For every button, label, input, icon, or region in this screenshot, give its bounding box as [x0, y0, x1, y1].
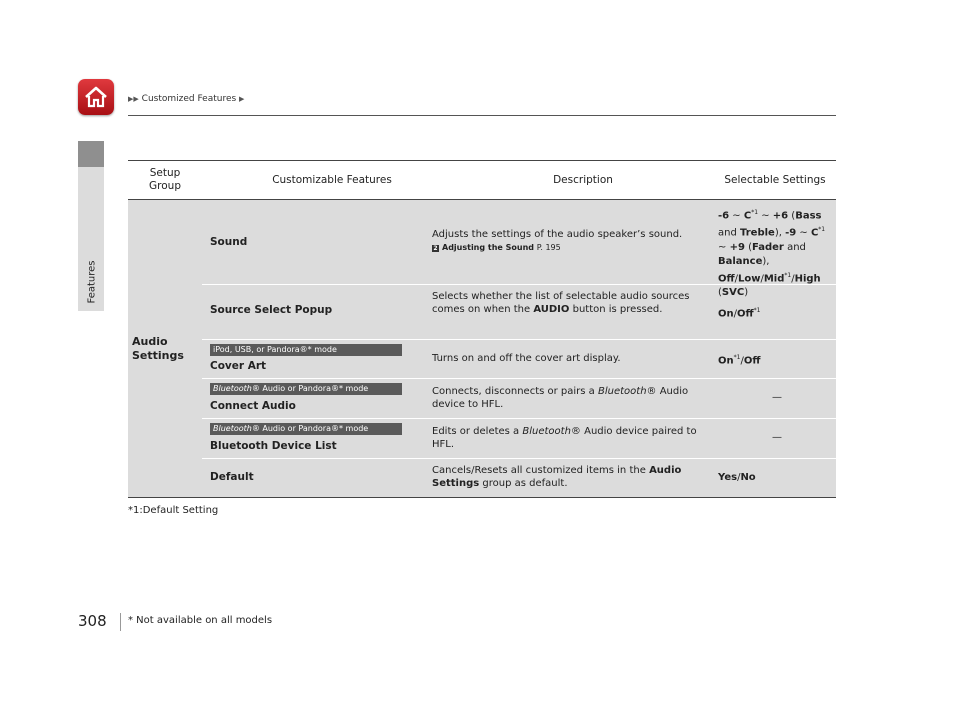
home-button[interactable] — [78, 79, 114, 115]
settings-default: Yes/No — [718, 472, 756, 483]
breadcrumb-label: Customized Features — [141, 94, 237, 104]
xref-arrow-icon: 2 — [433, 245, 438, 252]
table-row — [202, 339, 836, 379]
breadcrumb-arrow-icon: ▶▶ — [128, 95, 139, 103]
breadcrumb-arrow-icon: ▶ — [239, 95, 245, 103]
description-connect-audio: Connects, disconnects or pairs a Bluetooth® Audio device to HFL. — [432, 386, 689, 410]
feature-connect-audio: Connect Audio — [210, 400, 296, 412]
header-features: Customizable Features — [272, 173, 392, 186]
feature-bluetooth-device-list: Bluetooth Device List — [210, 440, 337, 452]
availability-note: * Not available on all models — [128, 615, 273, 626]
home-icon — [82, 83, 110, 111]
feature-sound: Sound — [210, 236, 248, 248]
xref-link[interactable]: 2 Adjusting the Sound P. 195 — [433, 243, 561, 252]
mode-tag: iPod, USB, or Pandora®* mode — [210, 344, 402, 356]
footnote: *1:Default Setting — [128, 505, 219, 516]
breadcrumb[interactable] — [128, 94, 244, 104]
header-setup-group: Setup Group — [149, 167, 181, 192]
table-body — [128, 200, 836, 498]
footer-divider — [120, 613, 121, 631]
feature-source-select-popup: Source Select Popup — [210, 304, 333, 316]
section-tab-marker — [78, 141, 104, 167]
description-source-select: Selects whether the list of selectable audio sources comes on when the AUDIO button is pressed. — [432, 291, 690, 315]
table-row — [202, 418, 836, 459]
header-description: Description — [553, 173, 613, 186]
settings-connect-audio: — — [772, 392, 782, 403]
header-settings: Selectable Settings — [724, 173, 826, 186]
table-row — [202, 200, 836, 298]
settings-cover-art: On$^{*1}$/Off — [718, 354, 761, 367]
page-number: 308 — [78, 612, 107, 630]
table-header — [128, 160, 836, 200]
mode-tag: Bluetooth® Audio or Pandora®* mode — [210, 383, 402, 395]
header-divider — [128, 115, 836, 116]
table-row — [202, 378, 836, 419]
description-bluetooth-device-list: Edits or deletes a Bluetooth® Audio device paired to HFL. — [432, 426, 697, 450]
description-cover-art: Turns on and off the cover art display. — [432, 353, 621, 364]
description-default: Cancels/Resets all customized items in the Audio Settings group as default. — [432, 465, 682, 489]
table-row — [202, 458, 836, 497]
feature-cover-art: Cover Art — [210, 360, 267, 372]
setup-group-cell: Audio Settings — [132, 334, 184, 362]
section-label: Features — [86, 260, 98, 304]
settings-table — [128, 160, 836, 498]
settings-source-select: On/Off$^{*1}$ — [718, 307, 761, 320]
feature-default: Default — [210, 471, 254, 483]
mode-tag: Bluetooth® Audio or Pandora®* mode — [210, 423, 402, 435]
settings-sound: -6 ~ $C^{*1}$ ~ +6 (Bass and Treble), -9 ~ $C^{*1}$ ~ +9 (Fader and Balance), Off/Low/Mid$^{*1}$/High (SVC) — [718, 209, 826, 298]
description-sound: Adjusts the settings of the audio speaker’s sound. 2 Adjusting the Sound P. 195 — [432, 229, 683, 252]
settings-bluetooth-device-list: — — [772, 432, 782, 443]
table-row — [202, 284, 836, 340]
